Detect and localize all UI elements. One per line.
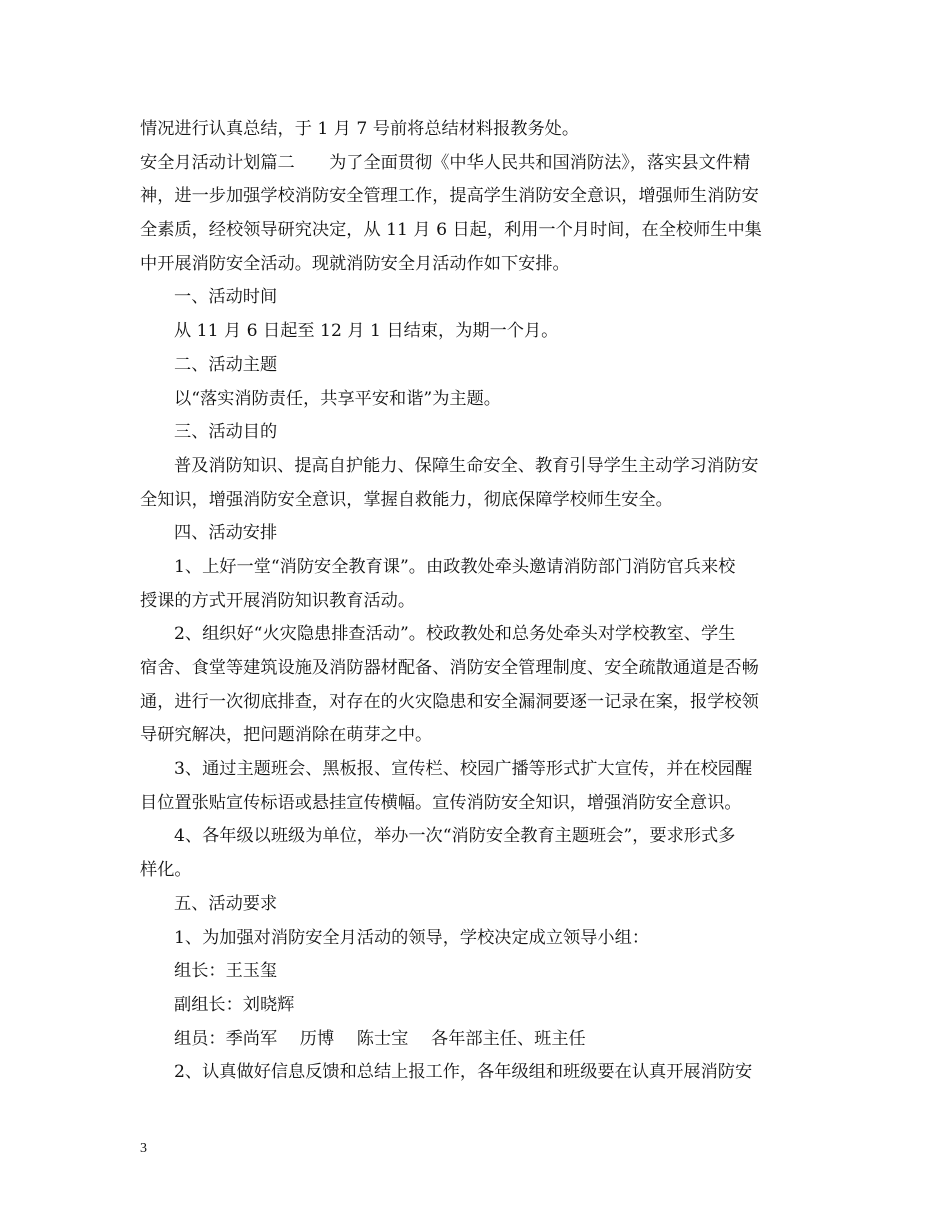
section-heading: 一、活动时间: [174, 287, 278, 308]
text-line: 目位置张贴宣传标语或悬挂宣传横幅。宣传消防安全知识，增强消防安全意识。: [140, 792, 742, 813]
section-heading: 五、活动要求: [174, 893, 278, 914]
text-line: 授课的方式开展消防知识教育活动。: [140, 590, 416, 611]
text-line: 安全月活动计划篇二 为了全面贯彻《中华人民共和国消防法》，落实县文件精: [140, 152, 751, 173]
page-number: 3: [140, 1141, 147, 1156]
text-line: 以“落实消防责任，共享平安和谐”为主题。: [174, 388, 501, 409]
text-line: 2、组织好“火灾隐患排查活动”。校政教处和总务处牵头对学校教室、学生: [174, 624, 736, 645]
text-line: 神，进一步加强学校消防安全管理工作，提高学生消防安全意识，增强师生消防安: [140, 186, 759, 207]
text-line: 通，进行一次彻底排查，对存在的火灾隐患和安全漏洞要逐一记录在案，报学校领: [140, 691, 759, 712]
text-line: 宿舍、食堂等建筑设施及消防器材配备、消防安全管理制度、安全疏散通道是否畅: [140, 658, 759, 678]
text-line: 样化。: [140, 860, 192, 881]
text-line: 导研究解决，把问题消除在萌芽之中。: [140, 725, 433, 746]
text-line: 中开展消防安全活动。现就消防安全月活动作如下安排。: [140, 253, 570, 274]
text-line: 组长：王玉玺: [174, 961, 278, 982]
section-heading: 三、活动目的: [174, 422, 278, 443]
document-body: [140, 113, 815, 1090]
text-line: 全知识，增强消防安全意识，掌握自救能力，彻底保障学校师生安全。: [140, 489, 673, 510]
text-line: 4、各年级以班级为单位，举办一次“消防安全教育主题班会”，要求形式多: [174, 826, 736, 847]
text-line: 情况进行认真总结，于 1 月 7 号前将总结材料报教务处。: [140, 119, 580, 139]
section-heading: 四、活动安排: [174, 523, 278, 544]
text-line: 1、为加强对消防安全月活动的领导，学校决定成立领导小组：: [174, 927, 650, 948]
text-line: 从 11 月 6 日起至 12 月 1 日结束，为期一个月。: [174, 321, 559, 342]
text-line: 1、上好一堂“消防安全教育课”。由政教处牵头邀请消防部门消防官兵来校: [174, 556, 736, 577]
text-line: 3、通过主题班会、黑板报、宣传栏、校园广播等形式扩大宣传，并在校园醒: [174, 759, 753, 780]
text-line: 组员：季尚军 历博 陈士宝 各年部主任、班主任: [174, 1028, 586, 1049]
text-line: 全素质，经校领导研究决定，从 11 月 6 日起，利用一个月时间，在全校师生中集: [140, 220, 762, 241]
text-line: 普及消防知识、提高自护能力、保障生命安全、教育引导学生主动学习消防安: [174, 455, 759, 476]
text-line: 副组长：刘晓辉: [174, 994, 295, 1015]
text-line: 2、认真做好信息反馈和总结上报工作，各年级组和班级要在认真开展消防安: [174, 1062, 753, 1083]
section-heading: 二、活动主题: [174, 354, 278, 375]
